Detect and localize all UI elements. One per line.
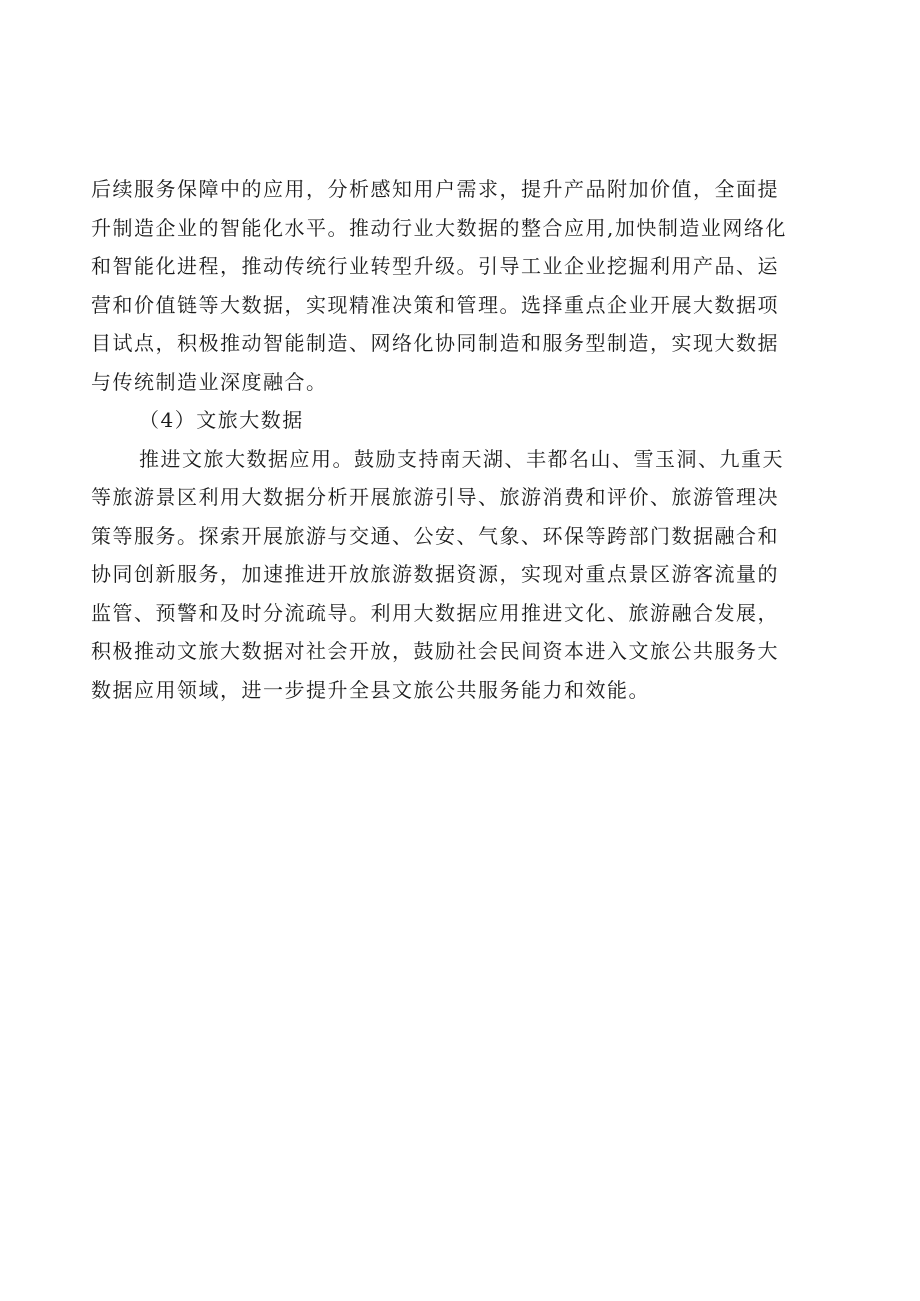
paragraph-line: 数据应用领域，进一步提升全县文旅公共服务能力和效能。: [91, 677, 650, 702]
paragraph-line: 监管、预警和及时分流疏导。利用大数据应用推进文化、旅游融合发展，: [91, 600, 779, 625]
paragraph-line: 营和价值链等大数据，实现精准决策和管理。选择重点企业开展大数据项: [91, 292, 779, 317]
section-heading: （4）文旅大数据: [139, 408, 304, 432]
paragraph-line: 协同创新服务，加速推进开放旅游数据资源，实现对重点景区游客流量的: [91, 562, 779, 586]
paragraph-line: 积极推动文旅大数据对社会开放，鼓励社会民间资本进入文旅公共服务大: [91, 639, 779, 663]
paragraph-line: 策等服务。探索开展旅游与交通、公安、气象、环保等跨部门数据融合和: [91, 523, 779, 548]
paragraph-line: 目试点，积极推动智能制造、网络化协同制造和服务型制造，实现大数据: [91, 331, 779, 355]
paragraph-line: 推进文旅大数据应用。鼓励支持南天湖、丰都名山、雪玉洞、九重天: [139, 446, 784, 471]
paragraph-line: 等旅游景区利用大数据分析开展旅游引导、旅游消费和评价、旅游管理决: [91, 485, 779, 509]
paragraph-tourism-big-data: [91, 440, 841, 710]
paragraph-manufacturing-big-data: [91, 170, 841, 401]
paragraph-line: 和智能化进程，推动传统行业转型升级。引导工业企业挖掘利用产品、运: [91, 254, 779, 278]
document-body: [91, 170, 841, 709]
paragraph-line: 后续服务保障中的应用，分析感知用户需求，提升产品附加价值，全面提: [91, 177, 779, 201]
paragraph-line: 升制造企业的智能化水平。推动行业大数据的整合应用,加快制造业网络化: [91, 215, 787, 240]
paragraph-line: 与传统制造业深度融合。: [91, 369, 328, 394]
